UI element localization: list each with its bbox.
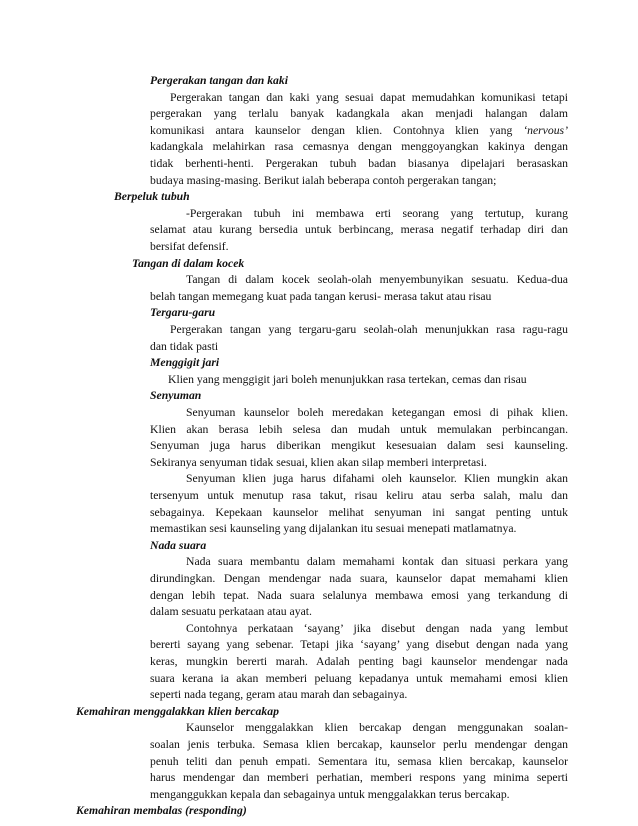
paragraph-line: Pergerakan tangan yang tergaru-garu seolah-olah menunjukkan rasa ragu-ragu [170,323,568,336]
paragraph-line: tersenyum untuk menutup rasa takut, risau keliru atau serba salah, malu dan [150,489,568,502]
paragraph-line: Nada suara membantu dalam memahami kontak dan situasi perkara yang [186,555,568,569]
paragraph-line: dirundingkan. Dengan mendengar nada suara, kaunselor dapat memahami klien [150,572,568,585]
paragraph-line: memastikan sesi kaunseling yang dijalankan itu sesuai menepati matlamatnya. [150,522,517,536]
paragraph-line: belah tangan memegang kuat pada tangan kerusi- merasa takut atau risau [150,289,492,303]
heading-pergerakan: Pergerakan tangan dan kaki [150,74,288,87]
paragraph-line: seperti nada tegang, geram atau marah dan sebagainya. [150,688,408,702]
paragraph-line: Klien yang menggigit jari boleh menunjukkan rasa tertekan, cemas dan risau [168,372,527,386]
paragraph-line: Contohnya perkataan ‘sayang’ jika disebut dengan nada yang lembut [186,621,568,635]
paragraph-line: bererti sayang yang sebenar. Tetapi jika ‘sayang’ yang disebut dengan nada yang [150,638,568,652]
paragraph-line: Kaunselor menggalakkan klien bercakap dengan menggunakan soalan- [186,721,568,735]
paragraph-line: sebagainya. Kepekaan kaunselor melihat senyuman ini sangat penting untuk [150,505,568,519]
paragraph-line: Pergerakan tangan dan kaki yang sesuai dapat memudahkan komunikasi tetapi [170,90,568,104]
paragraph-line: Senyuman klien juga harus difahami oleh kaunselor. Klien mungkin akan [186,472,568,486]
heading-senyuman: Senyuman [150,389,202,403]
paragraph-line: Tangan di dalam kocek seolah-olah menyembunyikan sesuatu. Kedua-dua [186,273,568,287]
heading-nada: Nada suara [150,538,207,552]
paragraph-line: dan tidak pasti [150,339,219,353]
paragraph-line-nervous [150,123,568,139]
heading-menggigit: Menggigit jari [150,356,220,370]
paragraph-line: Senyuman juga harus diberikan mengikut kesesuaian dalam sesi kaunseling. [150,439,568,453]
paragraph-line: Sekiranya senyuman tidak sesuai, klien akan silap memberi interpretasi. [150,455,487,469]
paragraph-line: -Pergerakan tubuh ini membawa erti seorang yang tertutup, kurang [186,206,568,220]
paragraph-line: dalam sesuatu perkataan atau ayat. [150,605,312,619]
paragraph-line: Klien akan berasa lebih selesa dan mudah untuk memulakan perbincangan. [150,422,568,436]
paragraph-line: Senyuman kaunselor boleh meredakan ketegangan emosi di pihak klien. [186,406,568,419]
paragraph-line: bersifat defensif. [150,240,229,253]
paragraph-line: pergerakan yang terlalu banyak kadangkala akan menjadi halangan dalam [150,107,568,121]
heading-kemahiran-menggalakkan: Kemahiran menggalakkan klien bercakap [76,704,279,718]
paragraph-text: komunikasi antara kaunselor dengan klien. Contohnya klien yang [150,123,524,137]
heading-tangan-kocek: Tangan di dalam kocek [132,256,245,270]
paragraph-line: tidak berhenti-henti. Pergerakan tubuh badan biasanya dipelajari berasaskan [150,157,568,170]
paragraph-line: penuh teliti dan penuh empati. Sementara itu, semasa klien bercakap, kaunselor [150,754,568,768]
heading-kemahiran-membalas: Kemahiran membalas (responding) [76,804,247,818]
heading-tergaru: Tergaru-garu [150,306,216,320]
paragraph-line: suara kerana ia akan memberi peluang kepadanya untuk memahami emosi klien [150,671,568,685]
paragraph-line: budaya masing-masing. Berikut ialah beberapa contoh pergerakan tangan; [150,173,497,187]
paragraph-line: selamat atau kurang bersedia untuk berbincang, merasa negatif terhadap diri dan [150,223,568,237]
paragraph-line: dengan lebih tepat. Nada suara selalunya membawa emosi yang terkandung di [150,588,568,602]
paragraph-line: kadangkala melahirkan rasa cemasnya dengan menggoyangkan kakinya dengan [150,140,568,154]
heading-berpeluk: Berpeluk tubuh [114,190,190,204]
paragraph-line: harus mendengar dan memberi perhatian, memberi respons yang minima seperti [150,771,568,785]
paragraph-line: soalan jenis terbuka. Semasa klien bercakap, kaunselor perlu mendengar dengan [150,738,568,751]
paragraph-line: menganggukkan kepala dan sebagainya untuk menggalakkan terus bercakap. [150,787,510,801]
paragraph-line: keras, mungkin bererti marah. Adalah penting bagi kaunselor mendengar nada [150,655,568,668]
nervous-term: ‘nervous’ [523,123,568,137]
